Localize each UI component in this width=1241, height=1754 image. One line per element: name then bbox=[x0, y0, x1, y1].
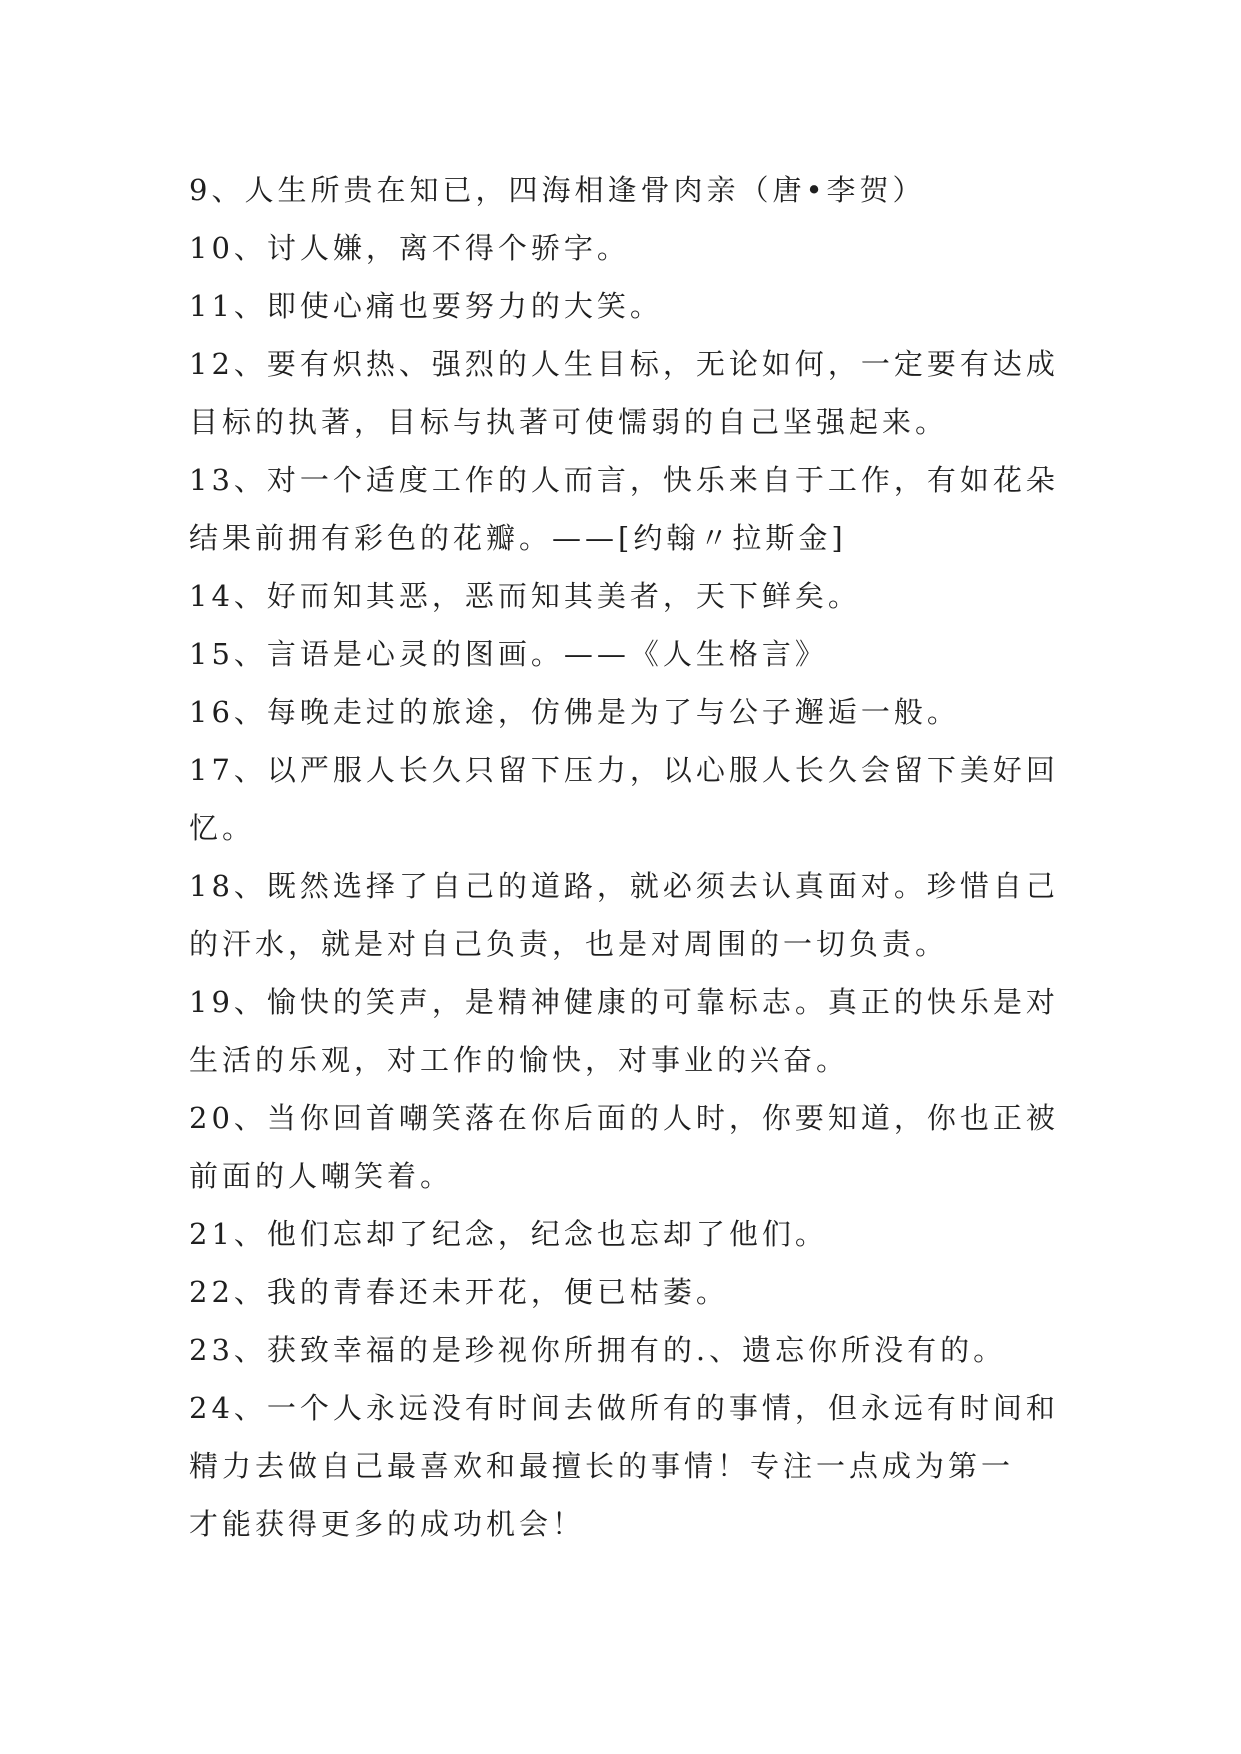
text-line: 23、获致幸福的是珍视你所拥有的.、遗忘你所没有的。 bbox=[189, 1333, 1007, 1367]
text-line: 生活的乐观，对工作的愉快，对事业的兴奋。 bbox=[189, 1043, 850, 1077]
text-line: 20、当你回首嘲笑落在你后面的人时，你要知道，你也正被 bbox=[189, 1101, 1059, 1135]
text-line: 精力去做自己最喜欢和最擅长的事情！专注一点成为第一 bbox=[189, 1449, 1015, 1483]
text-line: 16、每晚走过的旅途，仿佛是为了与公子邂逅一般。 bbox=[189, 695, 960, 729]
text-line: 15、言语是心灵的图画。——《人生格言》 bbox=[189, 637, 828, 671]
text-line: 前面的人嘲笑着。 bbox=[189, 1159, 454, 1193]
text-line: 10、讨人嫌，离不得个骄字。 bbox=[189, 231, 630, 265]
text-line: 14、好而知其恶，恶而知其美者，天下鲜矣。 bbox=[189, 579, 861, 613]
text-line: 9、人生所贵在知已，四海相逢骨肉亲（唐•李贺） bbox=[189, 173, 926, 207]
text-line: 22、我的青春还未开花，便已枯萎。 bbox=[189, 1275, 729, 1309]
text-line: 11、即使心痛也要努力的大笑。 bbox=[189, 289, 663, 323]
text-line: 13、对一个适度工作的人而言，快乐来自于工作，有如花朵 bbox=[189, 463, 1059, 497]
text-line: 忆。 bbox=[189, 811, 256, 845]
text-line: 才能获得更多的成功机会！ bbox=[189, 1507, 586, 1541]
text-line: 的汗水，就是对自己负责，也是对周围的一切负责。 bbox=[189, 927, 949, 961]
text-line: 17、以严服人长久只留下压力，以心服人长久会留下美好回 bbox=[189, 753, 1059, 787]
text-line: 18、既然选择了自己的道路，就必须去认真面对。珍惜自己 bbox=[189, 869, 1059, 903]
text-line: 12、要有炽热、强烈的人生目标，无论如何，一定要有达成 bbox=[189, 347, 1059, 381]
text-line: 24、一个人永远没有时间去做所有的事情，但永远有时间和 bbox=[189, 1391, 1059, 1425]
text-line: 目标的执著，目标与执著可使懦弱的自己坚强起来。 bbox=[189, 405, 949, 439]
text-line: 结果前拥有彩色的花瓣。——[约翰〃拉斯金] bbox=[189, 521, 847, 555]
text-line: 21、他们忘却了纪念，纪念也忘却了他们。 bbox=[189, 1217, 828, 1251]
document-body bbox=[189, 161, 1059, 1553]
text-line: 19、愉快的笑声，是精神健康的可靠标志。真正的快乐是对 bbox=[189, 985, 1059, 1019]
